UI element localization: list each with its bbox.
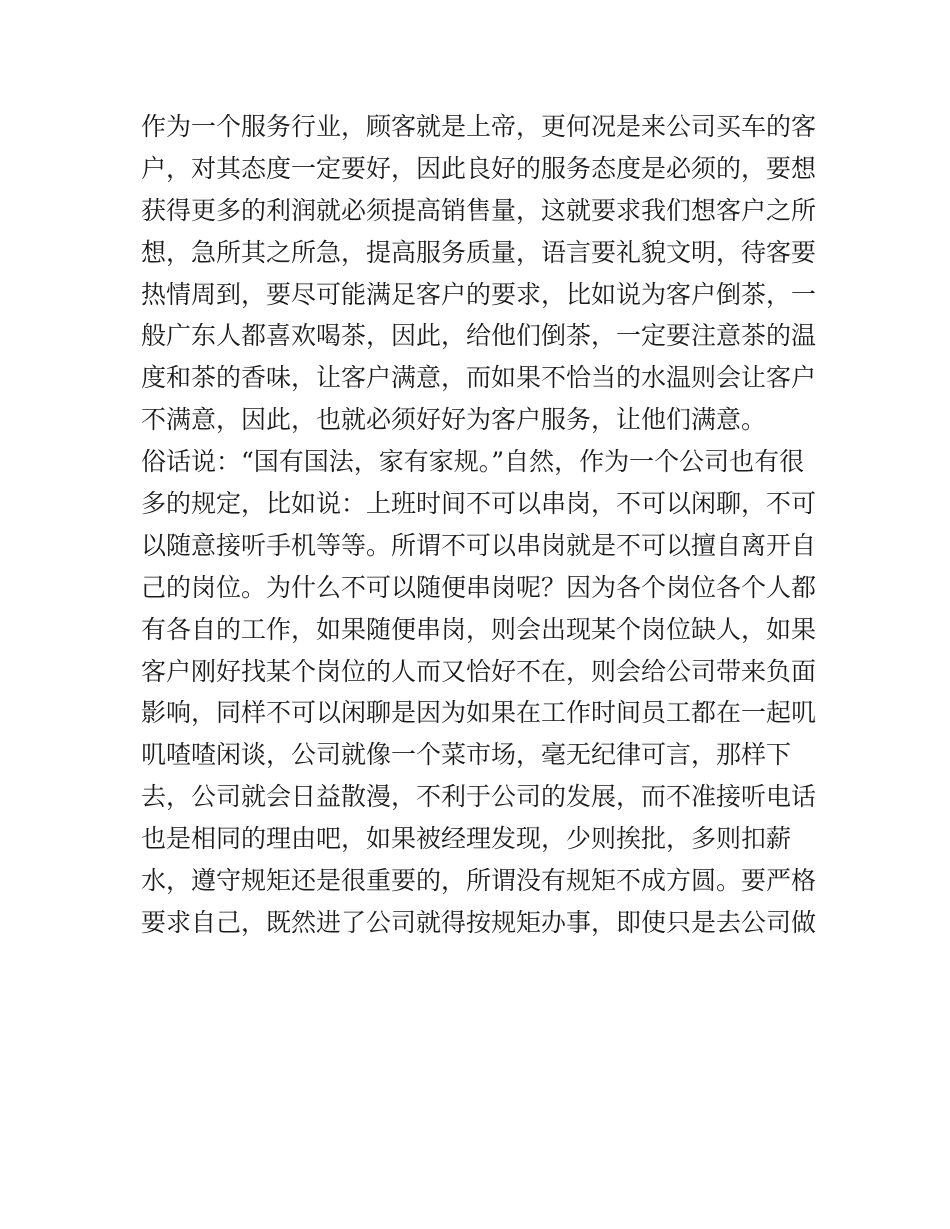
text-line: 热情周到，要尽可能满足客户的要求，比如说为客户倒茶，一 <box>141 279 817 309</box>
text-line: 以随意接听手机等等。所谓不可以串岗就是不可以擅自离开自 <box>141 530 817 560</box>
text-line: 户，对其态度一定要好，因此良好的服务态度是必须的，要想 <box>141 153 817 183</box>
text-line: 水，遵守规矩还是很重要的，所谓没有规矩不成方圆。要严格 <box>141 866 817 896</box>
text-line: 有各自的工作，如果随便串岗，则会出现某个岗位缺人，如果 <box>141 614 817 644</box>
text-line: 想，急所其之所急，提高服务质量，语言要礼貌文明，待客要 <box>141 237 817 267</box>
text-line: 客户刚好找某个岗位的人而又恰好不在，则会给公司带来负面 <box>141 656 817 686</box>
text-line: 般广东人都喜欢喝茶，因此，给他们倒茶，一定要注意茶的温 <box>141 321 817 351</box>
text-line: 要求自己，既然进了公司就得按规矩办事，即使只是去公司做 <box>141 907 817 937</box>
text-line: 也是相同的理由吧，如果被经理发现，少则挨批，多则扣薪 <box>141 824 792 854</box>
document-body <box>141 106 831 944</box>
text-line: 俗话说：“国有国法，家有家规。”自然，作为一个公司也有很 <box>141 447 805 477</box>
text-line: 作为一个服务行业，顾客就是上帝，更何况是来公司买车的客 <box>141 112 817 141</box>
text-line: 影响，同样不可以闲聊是因为如果在工作时间员工都在一起叽 <box>141 698 817 728</box>
text-line: 己的岗位。为什么不可以随便串岗呢？因为各个岗位各个人都 <box>141 572 817 602</box>
text-line: 叽喳喳闲谈，公司就像一个菜市场，毫无纪律可言，那样下 <box>141 740 792 770</box>
text-line: 度和茶的香味，让客户满意，而如果不恰当的水温则会让客户 <box>141 363 817 393</box>
text-line: 去，公司就会日益散漫，不利于公司的发展，而不准接听电话 <box>141 782 817 812</box>
text-line: 获得更多的利润就必须提高销售量，这就要求我们想客户之所 <box>141 195 817 225</box>
text-line: 不满意，因此，也就必须好好为客户服务，让他们满意。 <box>141 405 767 435</box>
text-line: 多的规定，比如说：上班时间不可以串岗，不可以闲聊，不可 <box>141 489 817 519</box>
